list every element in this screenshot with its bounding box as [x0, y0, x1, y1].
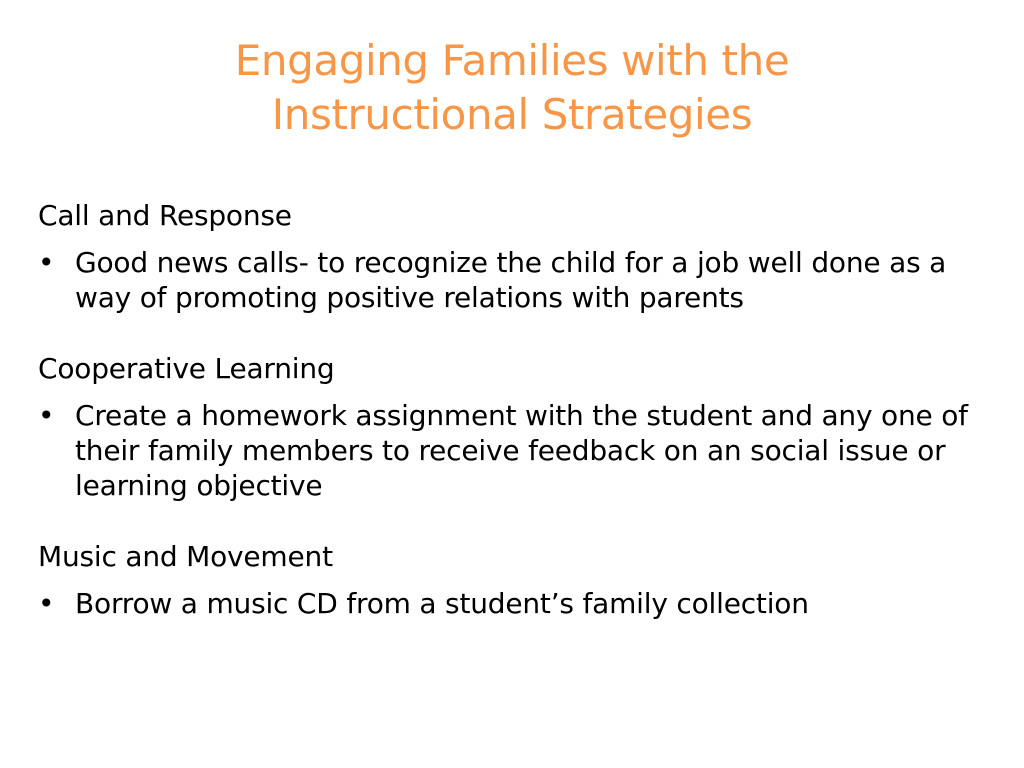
bullet-dot-icon: • [38, 246, 55, 279]
section-heading: Call and Response [38, 199, 292, 232]
section-heading: Cooperative Learning [38, 352, 335, 385]
section-cooperative-learning [38, 351, 988, 503]
section-call-and-response [38, 198, 988, 315]
bullet-item [38, 245, 988, 315]
section-heading: Music and Movement [38, 540, 333, 573]
bullet-text: Good news calls- to recognize the child for a job well done as a way of promoting positive relations with parents [75, 246, 947, 314]
slide-title-line-1: Engaging Families with the [234, 36, 790, 85]
bullet-dot-icon: • [38, 399, 55, 432]
slide-title [60, 34, 964, 142]
bullet-dot-icon: • [38, 587, 55, 620]
slide-content [38, 198, 988, 621]
bullet-text: Create a homework assignment with the student and any one of their family members to receive feedback on an social issue or learning objective [75, 399, 968, 502]
bullet-item [38, 586, 988, 621]
section-music-and-movement [38, 539, 988, 621]
bullet-item [38, 398, 988, 503]
slide-title-line-2: Instructional Strategies [271, 90, 753, 139]
bullet-text: Borrow a music CD from a student’s family collection [75, 587, 809, 620]
